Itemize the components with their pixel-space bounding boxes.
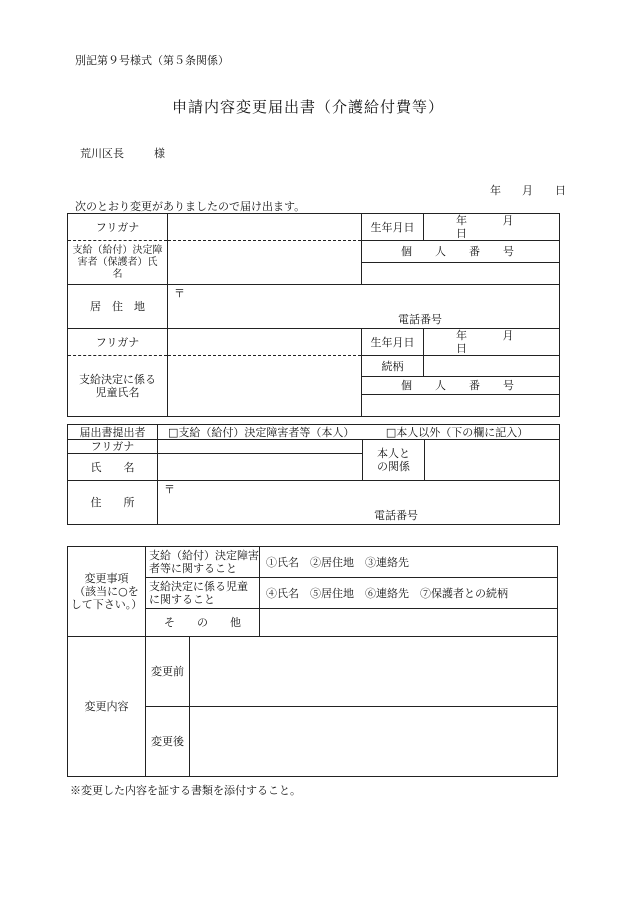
form-id: 別記第９号様式（第５条関係） — [75, 54, 229, 67]
child-name-input[interactable] — [168, 356, 362, 417]
applicant-table — [67, 213, 560, 417]
submitter-address-label: 住 所 — [68, 481, 158, 525]
change-items-label: 変更事項 （該当に○を して下さい。） — [68, 547, 146, 637]
date-year: 年 — [490, 184, 501, 197]
change-table — [67, 546, 558, 777]
date-day: 日 — [555, 184, 566, 197]
child-furigana-input[interactable] — [168, 329, 362, 356]
child-furigana-label: フリガナ — [68, 329, 168, 356]
submitter-table — [67, 424, 560, 525]
before-label: 変更前 — [146, 637, 190, 707]
option-self-checkbox[interactable]: □支給（給付）決定障害者等（本人） — [168, 425, 355, 439]
relationship-input[interactable] — [424, 356, 560, 377]
residence-input[interactable] — [168, 285, 560, 329]
submitter-address-input[interactable] — [158, 481, 560, 525]
postal-mark: 〒 — [174, 287, 185, 300]
child-mynumber-boxes[interactable] — [362, 395, 560, 417]
after-input[interactable] — [190, 707, 558, 777]
residence-label: 居 住 地 — [68, 285, 168, 329]
change-row2-label: 支給決定に係る児童 に関すること — [146, 578, 260, 609]
submitter-furigana-label: フリガナ — [68, 440, 158, 454]
child-mynumber-label: 個 人 番 号 — [362, 377, 560, 395]
submitter-name-input[interactable] — [158, 454, 363, 481]
page-title: 申請内容変更届出書（介護給付費等） — [172, 98, 445, 116]
change-row1-options[interactable]: ①氏名 ②居住地 ③連絡先 — [260, 547, 558, 578]
after-label: 変更後 — [146, 707, 190, 777]
submitter-furigana-input[interactable] — [158, 440, 363, 454]
change-row3-label: そ の 他 — [146, 609, 260, 637]
submitter-name-label: 氏 名 — [68, 454, 158, 481]
applicant-name-input[interactable] — [168, 241, 362, 285]
change-row3-input[interactable] — [260, 609, 558, 637]
date-month: 月 — [522, 184, 533, 197]
relationship-label: 続柄 — [362, 356, 424, 377]
child-birthdate-input[interactable]: 年 月 日 — [424, 329, 560, 356]
child-birthdate-label: 生年月日 — [362, 329, 424, 356]
furigana-label: フリガナ — [68, 214, 168, 241]
child-name-label: 支給決定に係る 児童氏名 — [68, 356, 168, 417]
phone-label: 電話番号 — [398, 313, 442, 326]
applicant-name-label: 支給（給付）決定障 害者（保護者）氏 名 — [68, 241, 168, 285]
birthdate-input[interactable]: 年 月 日 — [424, 214, 560, 241]
relation-input[interactable] — [425, 440, 560, 481]
birthdate-label: 生年月日 — [362, 214, 424, 241]
change-row2-options[interactable]: ④氏名 ⑤居住地 ⑥連絡先 ⑦保護者との続柄 — [260, 578, 558, 609]
submitter-phone-label: 電話番号 — [374, 509, 418, 522]
footer-note: ※変更した内容を証する書類を添付すること。 — [70, 784, 301, 797]
relation-label: 本人と の関係 — [363, 440, 425, 481]
mynumber-label: 個 人 番 号 — [362, 241, 560, 263]
submitter-postal-mark: 〒 — [164, 483, 175, 496]
addressee: 荒川区長 — [80, 147, 124, 160]
honorific: 様 — [154, 147, 165, 160]
intro-text: 次のとおり変更がありましたので届け出ます。 — [75, 200, 306, 213]
change-content-label: 変更内容 — [68, 637, 146, 777]
option-other-checkbox[interactable]: □本人以外（下の欄に記入） — [385, 425, 529, 439]
mynumber-boxes[interactable] — [362, 263, 560, 285]
submitter-label: 届出書提出者 — [68, 425, 158, 440]
before-input[interactable] — [190, 637, 558, 707]
submitter-options — [158, 425, 560, 440]
change-row1-label: 支給（給付）決定障害 者等に関すること — [146, 547, 260, 578]
furigana-input[interactable] — [168, 214, 362, 241]
